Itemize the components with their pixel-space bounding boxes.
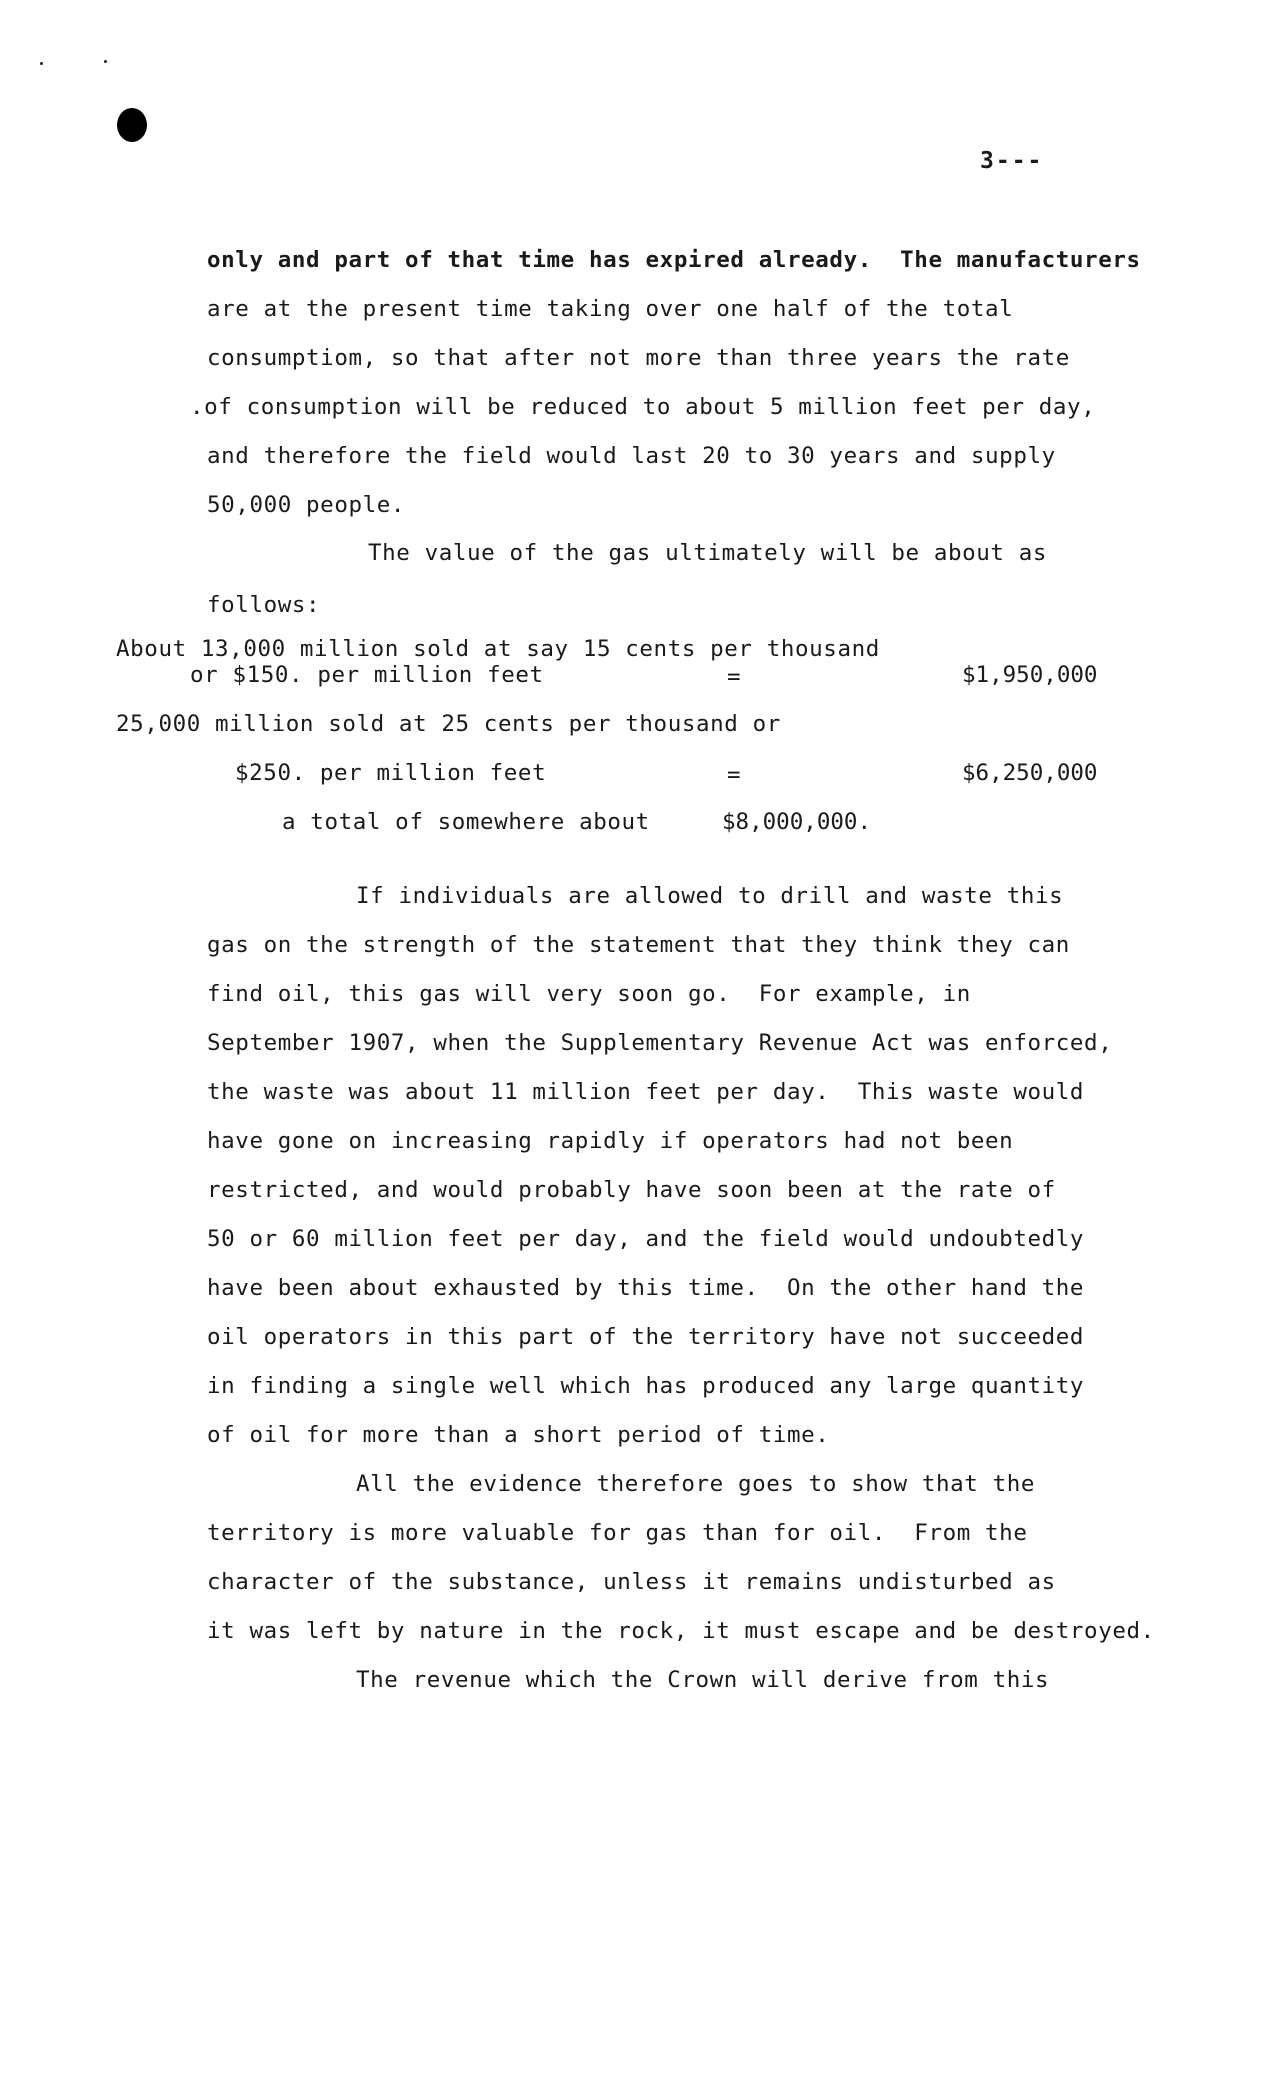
valuation-total-label: a total of somewhere about <box>282 809 650 835</box>
paragraph-3-line: have gone on increasing rapidly if operators had not been <box>207 1128 1014 1154</box>
paragraph-2-line: The value of the gas ultimately will be about as <box>368 540 1048 566</box>
paragraph-3-line: restricted, and would probably have soon been at the rate of <box>207 1177 1056 1203</box>
paragraph-4-line: it was left by nature in the rock, it must escape and be destroyed. <box>207 1618 1155 1644</box>
paragraph-3-line: the waste was about 11 million feet per day. This waste would <box>207 1079 1085 1105</box>
punch-hole-mark <box>117 108 147 142</box>
paragraph-3-line: of oil for more than a short period of time. <box>207 1422 830 1448</box>
paragraph-3-line: If individuals are allowed to drill and waste this <box>356 883 1064 909</box>
paragraph-5-line: The revenue which the Crown will derive from this <box>356 1667 1050 1693</box>
valuation-row-2-rate: $250. per million feet <box>235 760 547 786</box>
paragraph-4-line: character of the substance, unless it remains undisturbed as <box>207 1569 1056 1595</box>
paragraph-2-line: follows: <box>207 592 321 618</box>
page-number: 3--- <box>980 148 1044 174</box>
paragraph-3-line: September 1907, when the Supplementary Revenue Act was enforced, <box>207 1030 1113 1056</box>
valuation-total-amount: $8,000,000. <box>722 809 872 835</box>
valuation-row-1-equals: = <box>727 664 741 690</box>
paragraph-3-line: have been about exhausted by this time. On the other hand the <box>207 1275 1085 1301</box>
paragraph-1-line: .of consumption will be reduced to about 5 million feet per day, <box>190 394 1096 420</box>
paragraph-1-line: are at the present time taking over one half of the total <box>207 296 1014 322</box>
paragraph-4-line: All the evidence therefore goes to show that the <box>356 1471 1036 1497</box>
ink-speck <box>104 60 107 63</box>
paragraph-3-line: find oil, this gas will very soon go. For example, in <box>207 981 971 1007</box>
paragraph-3-line: 50 or 60 million feet per day, and the field would undoubtedly <box>207 1226 1085 1252</box>
valuation-row-1-rate: or $150. per million feet <box>190 662 544 688</box>
paragraph-3-line: in finding a single well which has produced any large quantity <box>207 1373 1085 1399</box>
paragraph-1-line: consumptiom, so that after not more than three years the rate <box>207 345 1070 371</box>
valuation-row-1-amount: $1,950,000 <box>962 662 1098 688</box>
paragraph-1-line: 50,000 people. <box>207 492 406 518</box>
paragraph-1-line: and therefore the field would last 20 to 30 years and supply <box>207 443 1056 469</box>
ink-speck <box>40 62 43 65</box>
valuation-row-1-description: About 13,000 million sold at say 15 cents per thousand <box>116 636 880 662</box>
paragraph-3-line: gas on the strength of the statement that they think they can <box>207 932 1070 958</box>
paragraph-1-line: only and part of that time has expired already. The manufacturers <box>207 247 1141 273</box>
valuation-row-2-amount: $6,250,000 <box>962 760 1098 786</box>
valuation-row-2-equals: = <box>727 762 741 788</box>
paragraph-4-line: territory is more valuable for gas than for oil. From the <box>207 1520 1028 1546</box>
valuation-row-2-description: 25,000 million sold at 25 cents per thousand or <box>116 711 781 737</box>
paragraph-3-line: oil operators in this part of the territory have not succeeded <box>207 1324 1085 1350</box>
